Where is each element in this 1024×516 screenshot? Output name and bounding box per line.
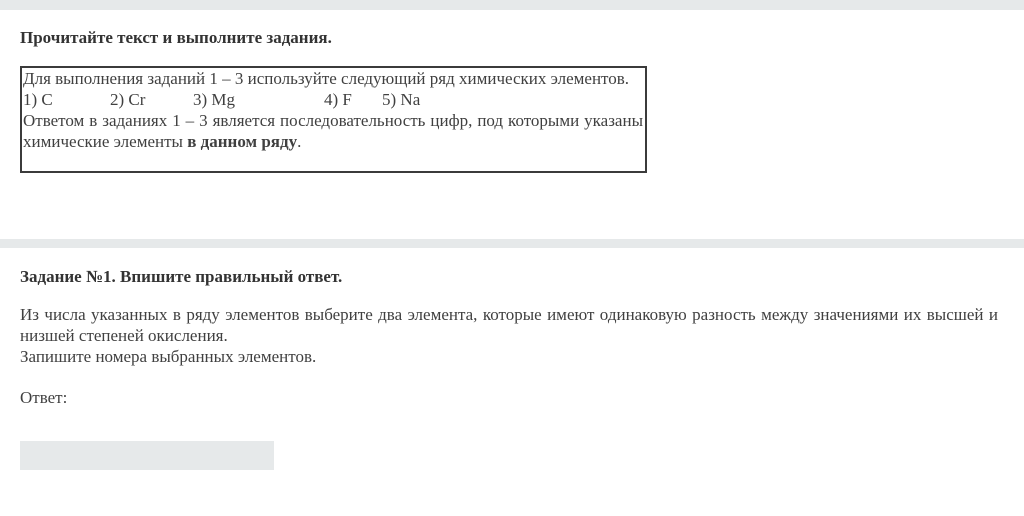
task-instruction: Запишите номера выбранных элементов. bbox=[20, 347, 317, 366]
top-divider bbox=[0, 0, 1024, 10]
intro-title: Прочитайте текст и выполните задания. bbox=[20, 28, 332, 47]
task-title: Задание №1. Впишите правильный ответ. bbox=[20, 267, 343, 286]
element-item-5: 5) Na bbox=[382, 90, 421, 109]
info-text-emphasis: в данном ряду bbox=[187, 132, 298, 151]
task-question: Из числа указанных в ряду элементов выберите два элемента, которые имеют одинаковую разность между значениями их высшей и низшей степеней окисления. bbox=[20, 305, 998, 345]
element-item-3: 3) Mg bbox=[193, 90, 236, 109]
answer-label: Ответ: bbox=[20, 388, 68, 407]
element-item-2: 2) Cr bbox=[110, 90, 146, 109]
info-text-answer-format bbox=[23, 110, 643, 152]
info-text-answer-part: Ответом в заданиях 1 – 3 является последовательность цифр, под которыми указаны химические элементы bbox=[23, 111, 643, 151]
answer-input[interactable] bbox=[20, 441, 274, 470]
element-item-1: 1) C bbox=[23, 90, 53, 109]
section-divider bbox=[0, 239, 1024, 248]
info-text-period: . bbox=[297, 132, 302, 151]
info-text-instructions: Для выполнения заданий 1 – 3 используйте следующий ряд химических элементов. bbox=[23, 69, 630, 88]
task-text bbox=[20, 304, 998, 367]
elements-row bbox=[23, 89, 643, 110]
info-box bbox=[20, 66, 647, 173]
element-item-4: 4) F bbox=[324, 90, 352, 109]
